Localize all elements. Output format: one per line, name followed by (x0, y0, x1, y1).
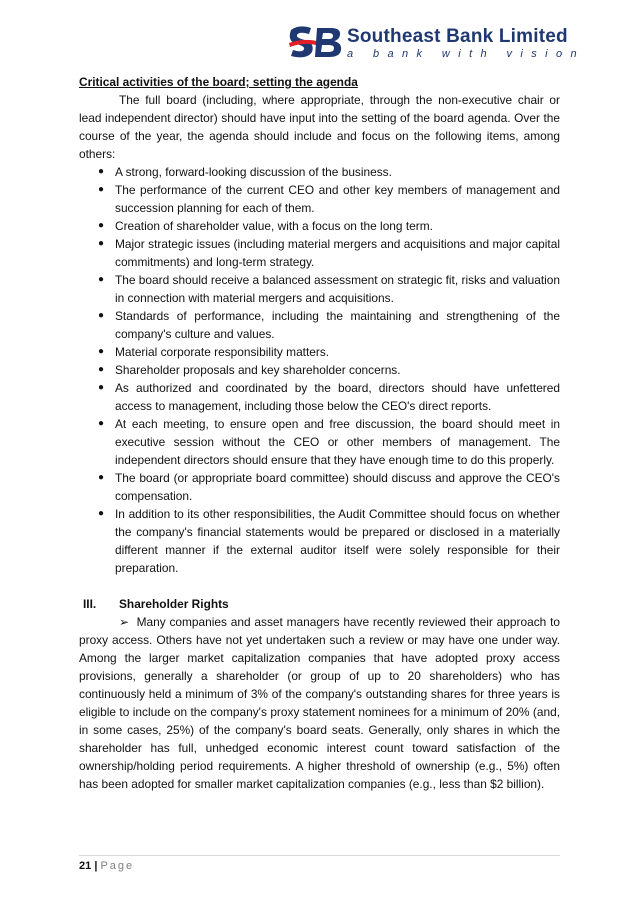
arrow-bullet-icon: ➢ (119, 615, 137, 629)
bank-logo (287, 22, 627, 62)
list-item: ● Creation of shareholder value, with a focus on the long term. (98, 219, 433, 233)
bullet-icon: ● (98, 238, 105, 249)
list-item: ● As authorized and coordinated by the board, directors should have unfettered access to management, including those below the CEO's direct reports. (98, 381, 560, 413)
list-item: ● A strong, forward-looking discussion of the business. (98, 165, 392, 179)
bullet-icon: ● (98, 508, 105, 519)
bullet-icon: ● (98, 310, 105, 321)
bullet-icon: ● (98, 364, 105, 375)
footer-divider (79, 855, 560, 856)
list-item: ● In addition to its other responsibilities, the Audit Committee should focus on whether the company's financial statements would be prepared or disclosed in a materially different manner if the external auditor itself were solely responsible for their preparation. (98, 507, 560, 575)
list-item: ● At each meeting, to ensure open and free discussion, the board should meet in executive session without the CEO or other members of management. The independent directors should ensure that they have enough time to do this properly. (98, 417, 560, 467)
bullet-icon: ● (98, 184, 105, 195)
document-body (79, 73, 560, 793)
page-footer (79, 860, 134, 872)
bullet-icon: ● (98, 382, 105, 393)
list-item: ● The performance of the current CEO and other key members of management and succession planning for each of them. (98, 183, 560, 215)
bank-tagline: a bank with vision (347, 48, 586, 60)
bullet-icon: ● (98, 346, 105, 357)
shareholder-rights-paragraph: ➢ Many companies and asset managers have recently reviewed their approach to proxy access. Others have not yet undertaken such a review or may have one under way. Among the larger market capitalization companies that have adopted proxy access provisions, generally a shareholder (or group of up to 20 shareholders) who has continuously held a minimum of 3% of the company's outstanding shares for three years is eligible to include on the company's proxy statement nominees for a minimum of 20% (and, in some cases, 25%) of the company's board seats. Generally, only shares in which the shareholder has full, unhedged economic interest count toward satisfaction of the ownership/holding period requirements. A higher threshold of ownership (e.g., 5%) often has been adopted for smaller market capitalization companies (e.g., less than $2 billion). (79, 615, 560, 791)
bullet-icon: ● (98, 220, 105, 231)
page-number: 21 (79, 860, 92, 872)
list-item: ● Standards of performance, including the maintaining and strengthening of the company's culture and values. (98, 309, 560, 341)
bank-name: Southeast Bank Limited (347, 26, 568, 47)
page-label: Page (100, 860, 135, 872)
section-number: III. (83, 597, 97, 611)
intro-paragraph: The full board (including, where appropriate, through the non-executive chair or lead independent director) should have input into the setting of the board agenda. Over the course of the year, the agenda should include and focus on the following items, among others: (79, 93, 560, 161)
section-heading: Critical activities of the board; setting the agenda (79, 75, 358, 89)
section-title: Shareholder Rights (119, 597, 229, 611)
list-item: ● The board should receive a balanced assessment on strategic fit, risks and valuation in connection with material mergers and acquisitions. (98, 273, 560, 305)
list-item: ● Shareholder proposals and key shareholder concerns. (98, 363, 401, 377)
bullet-icon: ● (98, 472, 105, 483)
bullet-icon: ● (98, 274, 105, 285)
list-item: ● Material corporate responsibility matters. (98, 345, 330, 359)
sb-monogram-logo-icon (287, 22, 345, 62)
agenda-list (79, 163, 560, 577)
footer-separator: | (94, 860, 98, 872)
section-3-heading (79, 595, 560, 613)
bullet-icon: ● (98, 166, 105, 177)
bullet-icon: ● (98, 418, 105, 429)
list-item: ● Major strategic issues (including material mergers and acquisitions and major capital commitments) and long-term strategy. (98, 237, 560, 269)
list-item: ● The board (or appropriate board committee) should discuss and approve the CEO's compensation. (98, 471, 560, 503)
